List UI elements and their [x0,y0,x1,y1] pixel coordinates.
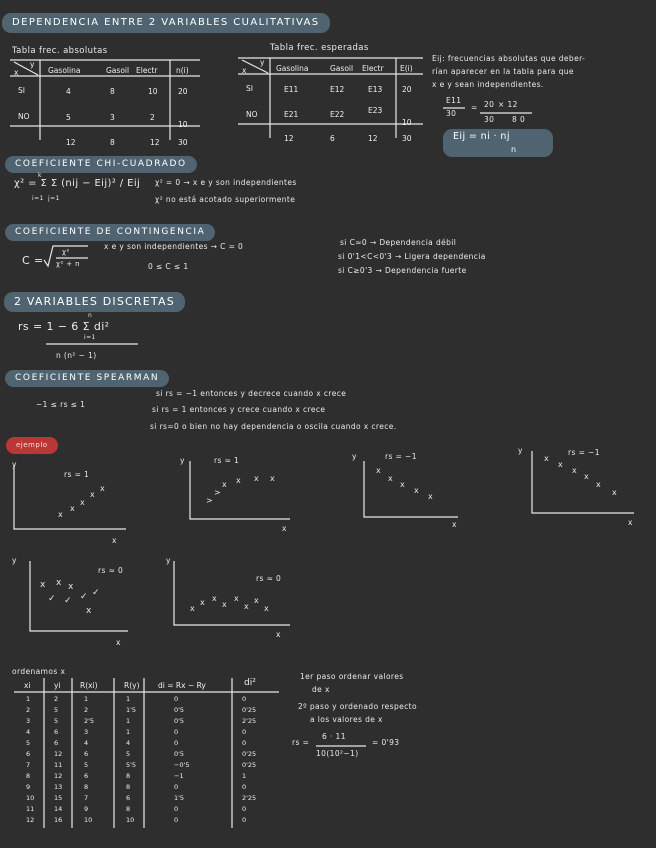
plot-4-label: rs = −1 [568,448,600,457]
rank-cell: 4 [84,739,89,747]
scatter-point: x [236,476,241,485]
rank-note-p1b: de x [312,685,330,694]
cont-rule-1: si C≈0 → Dependencia débil [340,238,457,247]
rank-cell: 9 [26,783,31,791]
rank-cell: 9 [84,805,89,813]
rank-table [14,678,284,838]
ejemplo-label: ejemplo [6,437,58,454]
abs-header: Electr [136,66,158,75]
rank-cell: 0'25 [242,706,257,714]
cont-formula-num: χ² [62,248,70,256]
rank-cell: 0'5 [174,717,185,725]
exp-header: E(i) [400,64,413,73]
chi-note-1: χ² = 0 → x e y son independientes [155,178,297,187]
abs-cell: 20 [178,87,188,96]
rank-cell: 7 [84,794,89,802]
scatter-point: ✓ [48,594,56,604]
plot-4-x: x [628,518,633,527]
exp-cell: E12 [330,85,345,94]
rank-result-rhs: = 0'93 [372,738,400,747]
rank-cell: 2 [54,695,59,703]
rank-cell: 10 [84,816,93,824]
abs-table-caption: Tabla frec. absolutas [12,46,108,56]
scatter-point: x [190,604,195,613]
rank-cell: 0'5 [174,706,185,714]
abs-cell: 8 [110,87,115,96]
rank-cell: 13 [54,783,63,791]
rank-cell: 5 [54,706,59,714]
rank-result-den: 10(10²−1) [316,749,359,758]
plot-1-y: y [12,460,17,469]
rank-cell: 16 [54,816,63,824]
exp-cell: 10 [402,118,412,127]
abs-total: 30 [178,138,188,147]
rank-cell: 0 [174,783,179,791]
eij-frac2-den: 30 [484,115,495,124]
rank-cell: 2 [26,706,31,714]
scatter-point: x [80,498,85,507]
exp-total: 30 [402,134,412,143]
scatter-point: x [572,466,577,475]
plot-6-y: y [166,556,171,565]
spearman-range: −1 ≤ rs ≤ 1 [36,400,86,409]
eij-formula-box [443,129,553,157]
rank-cell: 0 [242,739,247,747]
rank-cell: 12 [54,750,63,758]
rank-cell: 0 [174,816,179,824]
expected-frequency-table [238,58,423,153]
rank-cell: 2'5 [84,717,95,725]
abs-total: 12 [66,138,76,147]
exp-corner-x: x [242,66,247,75]
rank-cell: 6 [126,794,131,802]
scatter-point: ✓ [64,596,72,606]
rank-cell: 0 [242,783,247,791]
scatter-point: x [596,480,601,489]
rank-cell: 6 [84,750,89,758]
discretas-formula: rs = 1 − 6 Σ di² [18,320,110,333]
rank-cell: 5 [54,717,59,725]
scatter-point: ✓ [92,588,100,598]
rank-cell: 4 [126,739,131,747]
abs-cell: 10 [178,120,188,129]
scatter-point: x [58,510,63,519]
scatter-point: x [612,488,617,497]
rank-cell: 12 [54,772,63,780]
cont-formula-c: C = [22,254,44,267]
scatter-point: x [100,484,105,493]
cont-formula-den: χ² + n [56,260,81,268]
abs-header: Gasoil [106,66,130,75]
exp-cell: E21 [284,110,299,119]
scatter-point: > [206,496,213,505]
scatter-point: x [244,602,249,611]
rank-cell: 15 [54,794,63,802]
chi-formula: χ² = Σ Σ (nij − Eij)² / Eij [14,178,141,189]
abs-row-label: NO [18,112,30,121]
scatter-plot-2 [170,455,300,540]
rank-cell: 2 [84,706,89,714]
scatter-point: x [90,490,95,499]
exp-cell: E23 [368,106,383,115]
cont-note-1: x e y son independientes → C = 0 [104,242,244,251]
rank-header: di = Rx − Ry [158,681,206,690]
plot-4-y: y [518,446,523,455]
rank-cell: 0'25 [242,750,257,758]
scatter-point: x [376,466,381,475]
plot-1-label: rs = 1 [64,470,90,479]
scatter-point: x [264,604,269,613]
abs-cell: 2 [150,113,155,122]
rank-note-p2b: a los valores de x [310,715,383,724]
rank-header: yi [54,681,61,690]
scatter-plot-3 [340,455,470,540]
eij-equals: = [471,103,478,112]
eij-frac1-num: E11 [446,96,462,105]
chi-sum-lower-1: i=1 [32,195,44,202]
plot-2-y: y [180,456,185,465]
plot-3-x: x [452,520,457,529]
scatter-point: x [400,480,405,489]
scatter-point: x [234,594,239,603]
eij-frac3-den: 8 0 [512,115,526,124]
rank-cell: 1 [26,695,31,703]
exp-cell: E22 [330,110,345,119]
exp-cell: 20 [402,85,412,94]
rank-cell: 5 [126,750,131,758]
scatter-point: x [56,578,62,588]
abs-table-lines [10,60,200,155]
eij-frac2-num: 20 [484,100,495,109]
chi-note-2: χ² no está acotado superiormente [155,195,296,204]
eij-frac2-bar [480,112,540,114]
discretas-sum-upper: n [88,312,93,319]
plot-6-x: x [276,630,281,639]
scatter-point: > [214,488,221,497]
rank-header: xi [24,681,31,690]
scatter-point: ✓ [80,592,88,602]
rank-cell: 5 [84,761,89,769]
scatter-point: x [86,606,92,616]
scatter-point: x [212,594,217,603]
abs-total: 8 [110,138,115,147]
rank-cell: 11 [26,805,35,813]
rank-cell: 6 [54,728,59,736]
abs-cell: 10 [148,87,158,96]
scatter-plot-1 [8,455,128,540]
chi-header: COEFICIENTE CHI-CUADRADO [5,156,197,173]
rank-cell: 5 [26,739,31,747]
exp-table-caption: Tabla frec. esperadas [270,43,369,53]
rank-cell: 1'5 [126,706,137,714]
chi-sum-lower-2: j=1 [48,195,60,202]
rank-cell: 8 [26,772,31,780]
discretas-den: n (n² − 1) [56,351,97,360]
scatter-point: x [388,474,393,483]
rank-cell: −1 [174,772,184,780]
rank-cell: 12 [26,816,35,824]
exp-header: Gasoil [330,64,354,73]
spearman-rule-3: si rs=0 o bien no hay dependencia o oscila cuando x crece. [150,422,397,431]
rank-cell: 1 [126,728,131,736]
page-title: DEPENDENCIA ENTRE 2 VARIABLES CUALITATIVAS [2,13,330,33]
abs-frequency-table [10,60,200,155]
cont-rule-3: si C≥0'3 → Dependencia fuerte [338,266,467,275]
discretas-sum-lower: i=1 [84,334,96,341]
rank-cell: 0 [242,695,247,703]
scatter-point: x [222,480,227,489]
rank-cell: 6 [26,750,31,758]
rank-cell: 0 [242,728,247,736]
abs-corner-x: x [14,68,19,77]
rank-table-caption: ordenamos x [12,667,66,676]
discretas-bar [46,343,146,345]
contingencia-header: COEFICIENTE DE CONTINGENCIA [5,224,215,241]
rank-cell: 0 [242,816,247,824]
abs-cell: 4 [66,87,71,96]
plot-5-y: y [12,556,17,565]
rank-cell: 3 [84,728,89,736]
exp-header: Gasolina [276,64,309,73]
abs-header: n(i) [176,66,189,75]
rank-cell: 14 [54,805,63,813]
rank-cell: 0 [174,695,179,703]
rank-cell: 8 [126,772,131,780]
scatter-point: x [270,474,275,483]
rank-cell: 7 [26,761,31,769]
scatter-point: x [414,486,419,495]
spearman-rule-1: si rs = −1 entonces y decrece cuando x crece [156,389,347,398]
scatter-point: x [428,492,433,501]
exp-corner-y: y [260,58,265,67]
plot-3-label: rs = −1 [385,452,417,461]
exp-total: 12 [368,134,378,143]
abs-row-label: SI [18,86,25,95]
eij-times: × 12 [498,100,518,109]
rank-cell: 8 [84,783,89,791]
scatter-point: x [222,600,227,609]
rank-result-num: 6 · 11 [322,732,346,741]
scatter-point: x [200,598,205,607]
rank-cell: 2'25 [242,717,257,725]
scatter-point: x [584,472,589,481]
eij-note-line1: Eij: frecuencias absolutas que deber- [432,54,586,63]
rank-cell: 0 [174,739,179,747]
plot-3-y: y [352,452,357,461]
rank-cell: 10 [126,816,135,824]
scatter-point: x [254,596,259,605]
rank-cell: 1 [126,695,131,703]
rank-cell: 0 [174,805,179,813]
rank-cell: 0 [174,728,179,736]
plot-5-label: rs ≈ 0 [98,566,124,575]
exp-total: 6 [330,134,335,143]
rank-cell: 6 [84,772,89,780]
rank-cell: 0'5 [174,750,185,758]
cont-rule-2: si 0'1<C<0'3 → Ligera dependencia [338,252,486,261]
rank-cell: 1 [242,772,247,780]
rank-cell: 1 [84,695,89,703]
rank-cell: 1'5 [174,794,185,802]
rank-cell: 5'5 [126,761,137,769]
eij-formula-den: n [511,145,517,154]
exp-row-label: NO [246,110,258,119]
rank-cell: 2'25 [242,794,257,802]
scatter-point: x [40,580,46,590]
rank-cell: 10 [26,794,35,802]
abs-corner-y: y [30,60,35,69]
eij-formula: Eij = ni · nj [453,131,510,142]
exp-total: 12 [284,134,294,143]
plot-2-label: rs ≈ 1 [214,456,240,465]
plot-1-x: x [112,536,117,545]
spearman-header: COEFICIENTE SPEARMAN [5,370,169,387]
exp-cell: E11 [284,85,299,94]
rank-cell: 8 [126,805,131,813]
chi-sum-upper: k [38,172,42,179]
rank-cell: −0'5 [174,761,190,769]
rank-note-p1a: 1er paso ordenar valores [300,672,404,681]
scatter-point: x [70,504,75,513]
rank-cell: 3 [26,717,31,725]
rank-cell: 4 [26,728,31,736]
cont-range: 0 ≤ C ≤ 1 [148,262,189,271]
eij-note-line2: rían aparecer en la tabla para que [432,67,574,76]
abs-cell: 5 [66,113,71,122]
rank-cell: 1 [126,717,131,725]
rank-note-p2a: 2º paso y ordenado respecto [298,702,418,711]
abs-cell: 3 [110,113,115,122]
abs-total: 12 [150,138,160,147]
rank-result-lhs: rs = [292,738,310,747]
rank-header: di² [244,678,256,688]
rank-cell: 6 [54,739,59,747]
rank-cell: 8 [126,783,131,791]
exp-header: Electr [362,64,384,73]
scatter-point: x [254,474,259,483]
rank-cell: 0 [242,805,247,813]
exp-cell: E13 [368,85,383,94]
rank-result-bar [316,745,376,747]
eij-frac1-den: 30 [446,109,457,118]
rank-cell: 11 [54,761,63,769]
rank-header: R(y) [124,681,140,690]
plot-6-label: rs ≈ 0 [256,574,282,583]
discretas-header: 2 VARIABLES DISCRETAS [4,292,185,312]
rank-header: R(xi) [80,681,98,690]
exp-row-label: SI [246,84,253,93]
abs-header: Gasolina [48,66,81,75]
scatter-point: x [544,454,549,463]
plot-2-x: x [282,524,287,533]
plot-5-x: x [116,638,121,647]
scatter-point: x [558,460,563,469]
eij-note-line3: x e y sean independientes. [432,80,544,89]
spearman-rule-2: si rs = 1 entonces y crece cuando x crece [152,405,326,414]
scatter-point: x [68,582,74,592]
rank-cell: 0'25 [242,761,257,769]
